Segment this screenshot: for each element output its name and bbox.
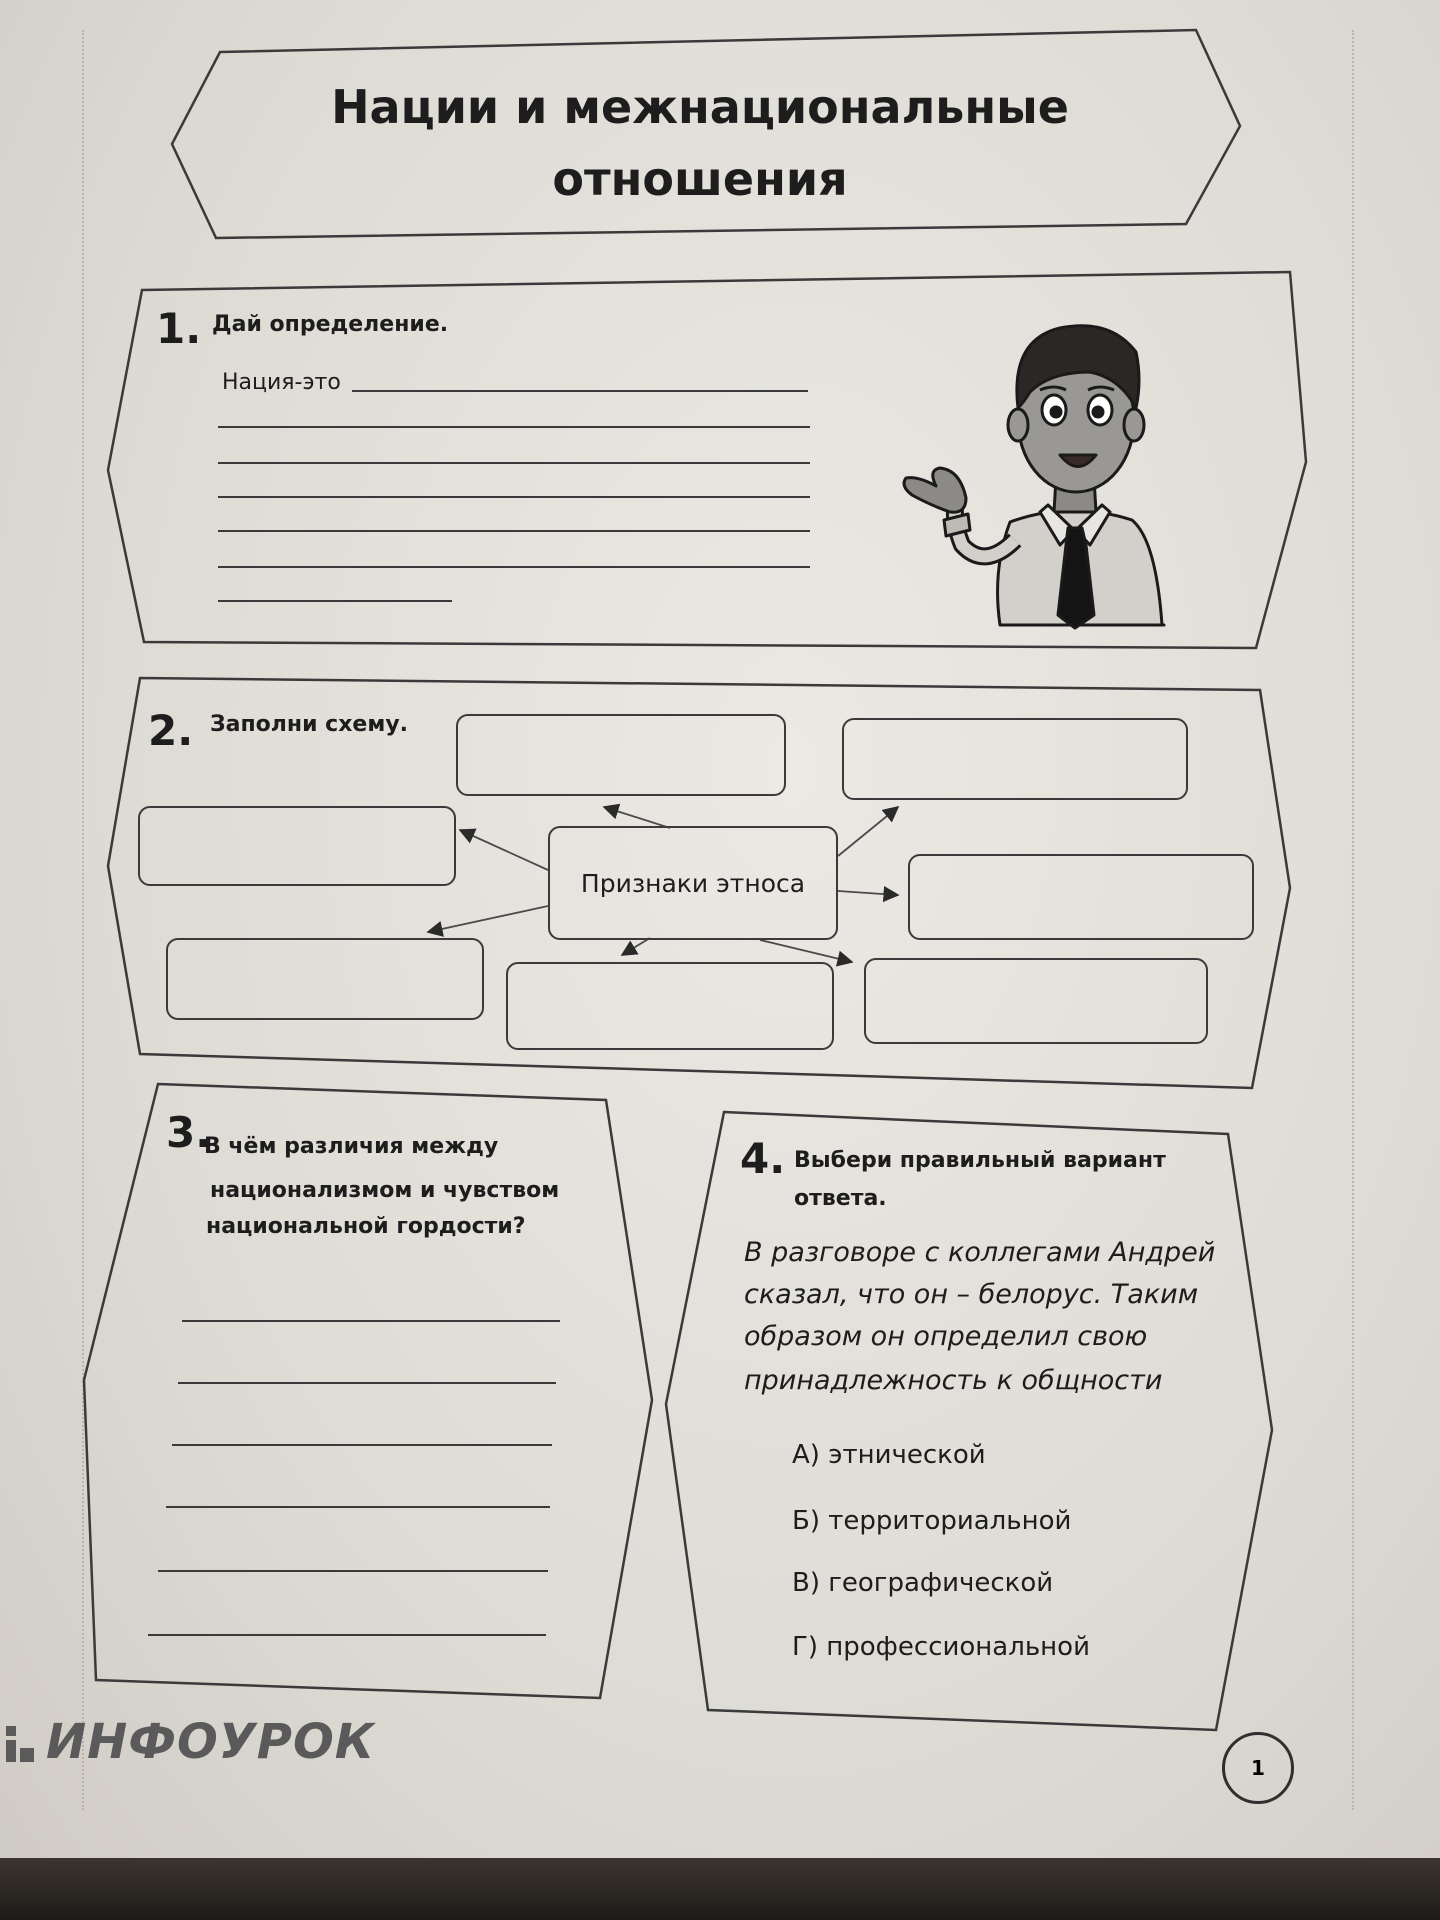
answer-line[interactable] <box>218 462 810 464</box>
answer-line[interactable] <box>352 390 808 392</box>
task4-number: 4. <box>740 1134 786 1183</box>
scheme-arrow <box>460 830 548 870</box>
scheme-empty-box[interactable] <box>864 958 1208 1044</box>
scheme-empty-box[interactable] <box>842 718 1188 800</box>
scheme-empty-box[interactable] <box>506 962 834 1050</box>
answer-line[interactable] <box>218 426 810 428</box>
task4-instruction-line2: ответа. <box>794 1186 887 1211</box>
page-number: 1 <box>1222 1732 1294 1804</box>
scheme-empty-box[interactable] <box>908 854 1254 940</box>
answer-line[interactable] <box>172 1444 552 1446</box>
scheme-empty-box[interactable] <box>456 714 786 796</box>
task4-instruction-line1: Выбери правильный вариант <box>794 1148 1166 1173</box>
task4-text-line4: принадлежность к общности <box>744 1365 1163 1396</box>
desk-background <box>0 1858 1440 1920</box>
page-title-line2: отношения <box>552 152 848 206</box>
answer-line[interactable] <box>218 566 810 568</box>
task4-option-d[interactable]: Г) профессиональной <box>792 1632 1090 1662</box>
answer-line[interactable] <box>148 1634 546 1636</box>
task4-option-c[interactable]: В) географической <box>792 1568 1054 1598</box>
answer-line[interactable] <box>218 530 810 532</box>
task1-instruction: Дай определение. <box>212 312 449 337</box>
answer-line[interactable] <box>158 1570 548 1572</box>
task3-question-line1: В чём различия между <box>204 1134 499 1159</box>
scheme-arrow <box>760 940 852 962</box>
answer-line[interactable] <box>218 496 810 498</box>
task3-number: 3. <box>166 1108 212 1157</box>
scheme-arrow <box>838 891 898 895</box>
task1-prompt: Нация-это <box>222 370 341 395</box>
brand-logo <box>4 1714 375 1770</box>
task4-option-b[interactable]: Б) территориальной <box>792 1506 1072 1536</box>
scheme-arrow <box>622 938 650 955</box>
scheme-center-box: Признаки этноса <box>548 826 838 940</box>
page-title-line1: Нации и межнациональные <box>331 80 1069 134</box>
scheme-empty-box[interactable] <box>166 938 484 1020</box>
task3-frame <box>84 1084 652 1698</box>
task2-number: 2. <box>148 706 194 755</box>
task2-instruction: Заполни схему. <box>210 712 409 737</box>
answer-line[interactable] <box>218 600 452 602</box>
task3-question-line3: национальной гордости? <box>206 1214 526 1239</box>
scheme-arrow <box>838 807 898 856</box>
scheme-arrow <box>604 807 670 828</box>
answer-line[interactable] <box>178 1382 556 1384</box>
answer-line[interactable] <box>166 1506 550 1508</box>
task1-number: 1. <box>156 304 202 353</box>
brand-logo-icon <box>4 1722 40 1762</box>
task4-text-line3: образом он определил свою <box>744 1321 1148 1352</box>
brand-name: ИНФОУРОК <box>46 1714 375 1770</box>
task4-text-line1: В разговоре с коллегами Андрей <box>744 1237 1216 1268</box>
task3-question-line2: национализмом и чувством <box>210 1178 560 1203</box>
man-waving-illustration <box>904 326 1164 628</box>
answer-line[interactable] <box>182 1320 560 1322</box>
task4-option-a[interactable]: А) этнической <box>792 1440 986 1470</box>
title-banner-frame <box>172 30 1240 238</box>
scheme-empty-box[interactable] <box>138 806 456 886</box>
scheme-arrow <box>428 906 548 932</box>
task4-text-line2: сказал, что он – белорус. Таким <box>744 1279 1199 1310</box>
